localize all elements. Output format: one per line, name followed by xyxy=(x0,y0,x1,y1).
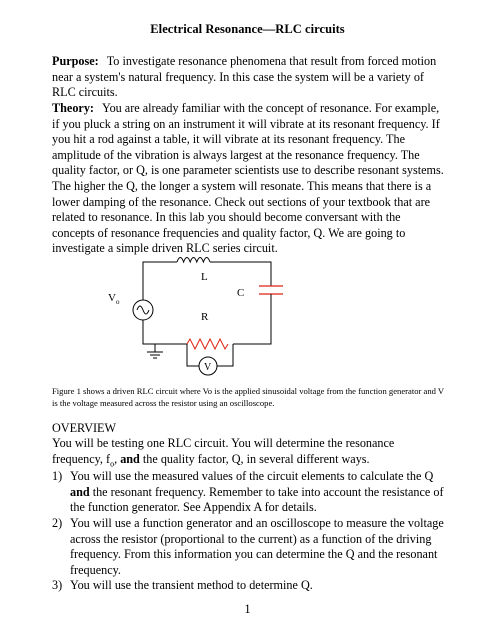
circuit-wire-top-right xyxy=(210,262,271,286)
circuit-wire-top-left xyxy=(143,262,177,300)
ground-icon xyxy=(147,344,163,358)
voltmeter-lead-left xyxy=(187,344,199,366)
voltmeter-lead-right xyxy=(217,344,233,366)
voltmeter-label: V xyxy=(204,362,212,373)
purpose-label: Purpose: xyxy=(52,54,99,68)
rlc-circuit-diagram xyxy=(95,240,315,388)
resistor-label: R xyxy=(201,311,209,323)
purpose-text: To investigate resonance phenomena that result from forced motion near a system's natural frequency. In this case the system will be a variety of RLC circuits. xyxy=(52,54,437,100)
circuit-wire-bottom-left xyxy=(143,320,187,344)
list-item-number: 2) xyxy=(52,516,63,530)
overview-intro-separator: , xyxy=(114,451,121,466)
list-item xyxy=(52,469,450,516)
list-item-text: You will use the transient method to determine Q. xyxy=(70,578,313,592)
capacitor xyxy=(259,286,283,294)
page-number: 1 xyxy=(244,602,251,616)
list-item xyxy=(52,516,450,578)
list-item-text-part: the resonant frequency. Remember to take into account the resistance of the function generator. See Appendix A for details. xyxy=(70,484,444,515)
theory-label: Theory: xyxy=(52,101,94,115)
inductor-label: L xyxy=(201,271,208,283)
document-title: Electrical Resonance—RLC circuits xyxy=(150,22,345,36)
source-subscript: o xyxy=(116,298,120,306)
list-item-number: 3) xyxy=(52,578,63,592)
resistor-zigzag xyxy=(187,339,228,349)
source-label: V xyxy=(108,292,116,304)
list-item-text-part: You will use the measured values of the circuit elements to calculate the Q xyxy=(70,469,434,483)
overview-intro-subscript: o xyxy=(110,459,115,469)
list-item xyxy=(52,578,450,594)
list-item-number: 1) xyxy=(52,469,63,483)
overview-intro-text: You will be testing one RLC circuit. You will determine the resonance frequency, f xyxy=(52,436,395,466)
capacitor-label: C xyxy=(237,287,245,299)
purpose-paragraph xyxy=(52,54,444,101)
circuit-wire-right xyxy=(233,294,271,344)
list-item-text: You will use a function generator and an oscilloscope to measure the voltage across the resistor (proportional to the current) as a function of the driving frequency. From this information you can determine the Q and the resonant frequency. xyxy=(70,516,444,577)
overview-intro xyxy=(52,436,444,472)
overview-heading: OVERVIEW xyxy=(52,421,117,435)
inductor-coil xyxy=(177,258,210,263)
list-item-text xyxy=(70,469,450,516)
figure-caption: Figure 1 shows a driven RLC circuit where Vo is the applied sinusoidal voltage from the function generator and V is the voltage measured across the resistor using an oscilloscope. xyxy=(52,386,444,408)
list-item-bold: and xyxy=(70,484,90,499)
overview-intro-bold: and xyxy=(120,451,140,466)
overview-intro-text-end: the quality factor, Q, in several different ways. xyxy=(139,451,370,466)
theory-text: You are already familiar with the concept of resonance. For example, if you pluck a string on an instrument it will vibrate at its resonant frequency. If you hit a rod against a table, it will vibrate at its resonant frequency. The amplitude of the vibration is always largest at the resonance frequency. The quality factor, or Q, is one parameter scientists use to describe resonant systems. The higher the Q, the longer a system will resonate. This means that there is a lower damping of the resonance. Check out sections of your textbook that are related to resonance. In this lab you should become conversant with the concepts of resonance frequencies and quality factor, Q. We are going to investigate a simple driven RLC series circuit. xyxy=(52,101,444,256)
theory-paragraph xyxy=(52,101,444,257)
